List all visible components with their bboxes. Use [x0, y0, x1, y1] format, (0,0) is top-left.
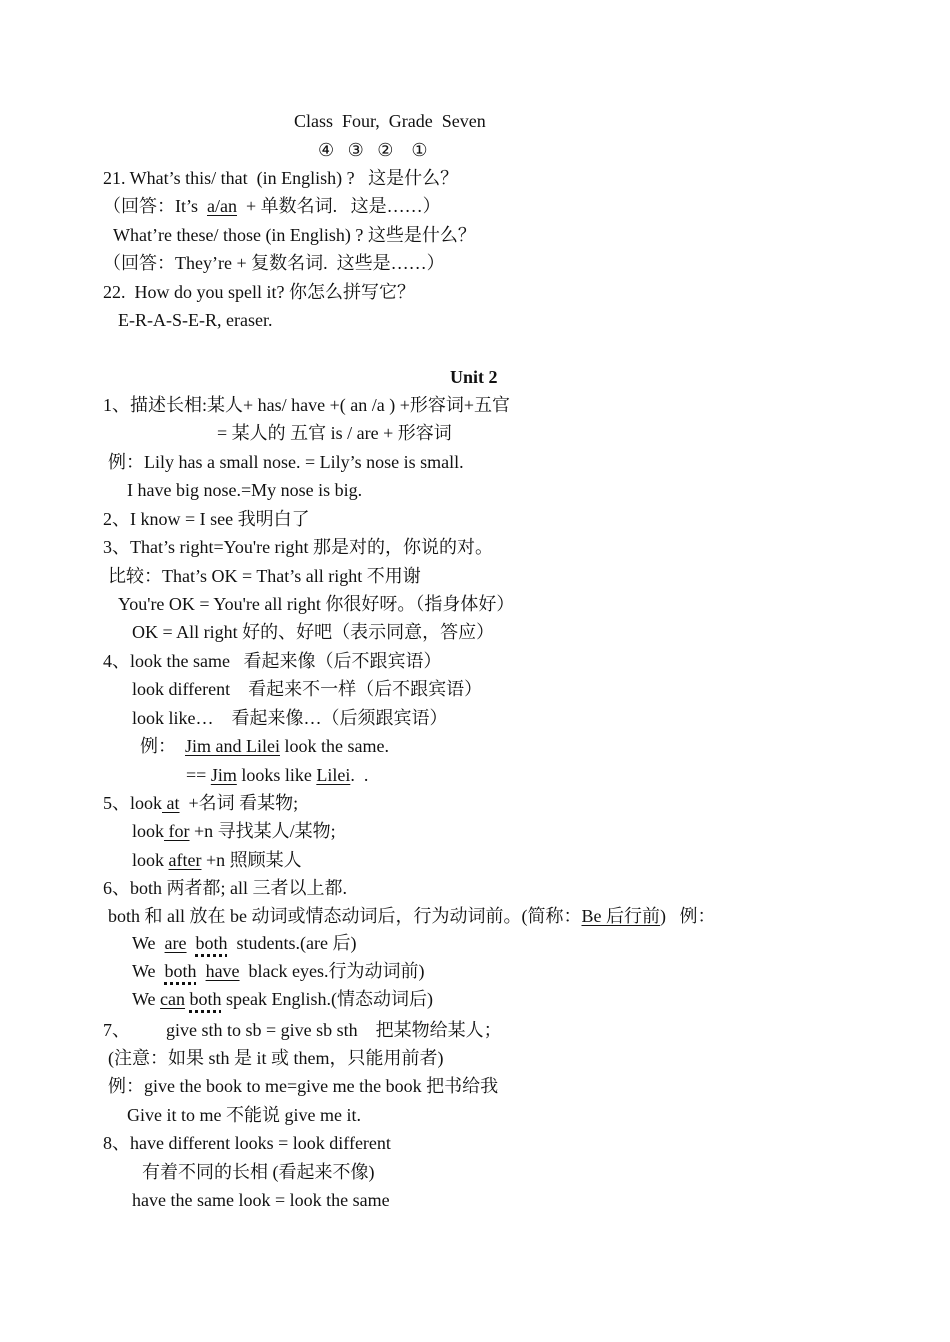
- note-1: 1、描述长相:某人+ has/ have +( an /a ) +形容词+五官: [103, 395, 511, 415]
- note-6-rule: both 和 all 放在 be 动词或情态动词后，行为动词前。(简称：Be 后行前) 例：: [108, 906, 716, 926]
- note-6-example-3: We can both speak English.(情态动词后): [132, 989, 434, 1009]
- note-4-different: look different 看起来不一样（后不跟宾语）: [132, 679, 483, 699]
- note-8-same: have the same look = look the same: [132, 1190, 390, 1210]
- note-4-example-2: == Jim looks like Lilei. .: [186, 765, 369, 785]
- note-4-like: look like… 看起来像…（后须跟宾语）: [132, 708, 448, 728]
- item-21: 21. What’s this/ that (in English) ? 这是什么？: [103, 168, 459, 188]
- unit-heading: Unit 2: [450, 367, 498, 387]
- circled-numbers: ④ ③ ② ①: [318, 140, 428, 160]
- note-1-equivalent: = 某人的 五官 is / are + 形容词: [217, 423, 452, 443]
- note-5: 5、look at +名词 看某物;: [103, 793, 299, 813]
- header-title: Class Four, Grade Seven: [294, 111, 486, 131]
- item-22: 22. How do you spell it? 你怎么拼写它？: [103, 282, 415, 302]
- note-7-caution: (注意：如果 sth 是 it 或 them，只能用前者): [108, 1048, 444, 1068]
- item-21-plural-answer: （回答：They’re + 复数名词. 这些是……）: [103, 253, 445, 273]
- note-5-after: look after +n 照顾某人: [132, 850, 302, 870]
- note-6: 6、both 两者都; all 三者以上都.: [103, 878, 347, 898]
- note-8: 8、have different looks = look different: [103, 1133, 391, 1153]
- note-3-compare-2: You're OK = You're all right 你很好呀。（指身体好）: [118, 594, 515, 614]
- note-7-example: 例：give the book to me=give me the book 把书给我: [108, 1076, 499, 1096]
- note-4-example: 例： Jim and Lilei look the same.: [140, 736, 389, 756]
- note-5-for: look for +n 寻找某人/某物;: [132, 821, 336, 841]
- item-21-answer: （回答：It’s a/an + 单数名词. 这是……）: [103, 196, 441, 216]
- note-4: 4、look the same 看起来像（后不跟宾语）: [103, 651, 442, 671]
- note-6-example-2: We both have black eyes.行为动词前): [132, 961, 425, 981]
- note-7-example-2: Give it to me 不能说 give me it.: [127, 1105, 361, 1125]
- note-8-meaning: 有着不同的长相 (看起来不像): [142, 1162, 375, 1182]
- note-3-compare: 比较：That’s OK = That’s all right 不用谢: [108, 566, 421, 586]
- note-1-example: 例：Lily has a small nose. = Lily’s nose is small.: [108, 452, 464, 472]
- note-3: 3、That’s right=You're right 那是对的，你说的对。: [103, 537, 494, 557]
- note-3-compare-3: OK = All right 好的、好吧（表示同意，答应）: [132, 622, 495, 642]
- note-7: 7、 give sth to sb = give sb sth 把某物给某人；: [103, 1020, 502, 1040]
- note-6-example-1: We are both students.(are 后): [132, 933, 357, 953]
- note-2: 2、I know = I see 我明白了: [103, 509, 310, 529]
- item-22-answer: E-R-A-S-E-R, eraser.: [118, 310, 273, 330]
- item-21-plural: What’re these/ those (in English) ? 这些是什么？: [113, 225, 476, 245]
- note-1-example-2: I have big nose.=My nose is big.: [127, 480, 363, 500]
